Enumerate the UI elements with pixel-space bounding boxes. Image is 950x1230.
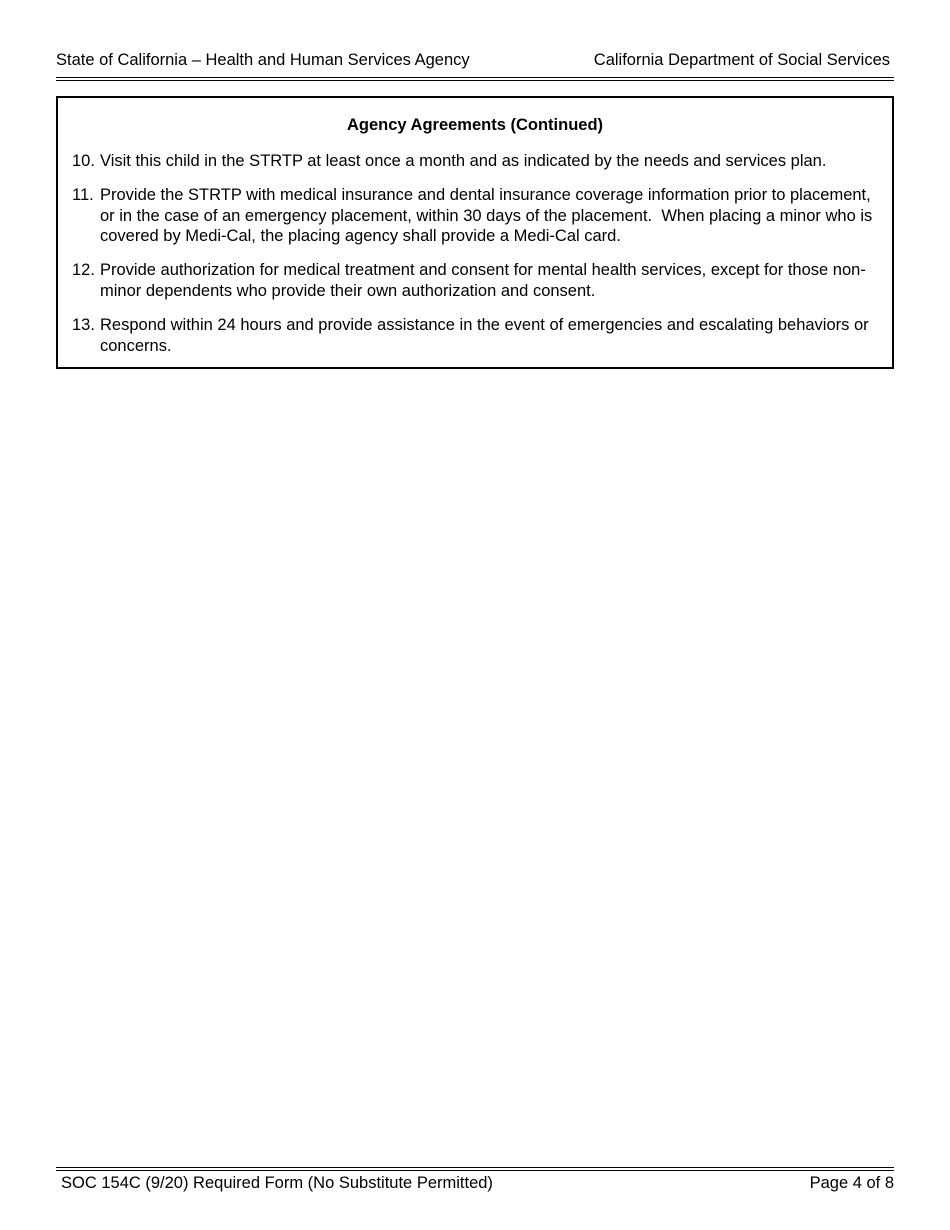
agreement-item-12 [72,260,880,301]
item-number: 12. [72,261,95,280]
item-number: 10. [72,152,95,170]
item-number: 11. [72,186,94,205]
header-divider [56,77,894,81]
header-department: California Department of Social Services [593,51,890,69]
section-title: Agency Agreements (Continued) [346,116,604,134]
page-header [56,51,894,73]
agreements-list [72,151,880,370]
header-agency: State of California – Health and Human Services Agency [56,51,470,69]
agreement-item-10 [72,151,880,172]
agency-agreements-section [56,96,894,369]
item-text: Respond within 24 hours and provide assistance in the event of emergencies and escalating behaviors or concerns. [100,316,869,355]
agreement-item-13 [72,315,880,356]
item-number: 13. [72,316,95,335]
page-footer [56,1174,894,1196]
form-identifier: SOC 154C (9/20) Required Form (No Substitute Permitted) [61,1174,493,1192]
agreement-item-11 [72,185,880,247]
item-text: Visit this child in the STRTP at least once a month and as indicated by the needs and services plan. [100,152,827,170]
item-text: Provide authorization for medical treatment and consent for mental health services, except for those non-minor dependents who provide their own authorization and consent. [100,261,866,300]
footer-divider [56,1167,894,1171]
item-text: Provide the STRTP with medical insurance and dental insurance coverage information prior to placement, or in the case of an emergency placement, within 30 days of the placement. When placing a minor who is covered by Medi-Cal, the placing agency shall provide a Medi-Cal card. [100,186,877,246]
page-number: Page 4 of 8 [809,1174,894,1192]
